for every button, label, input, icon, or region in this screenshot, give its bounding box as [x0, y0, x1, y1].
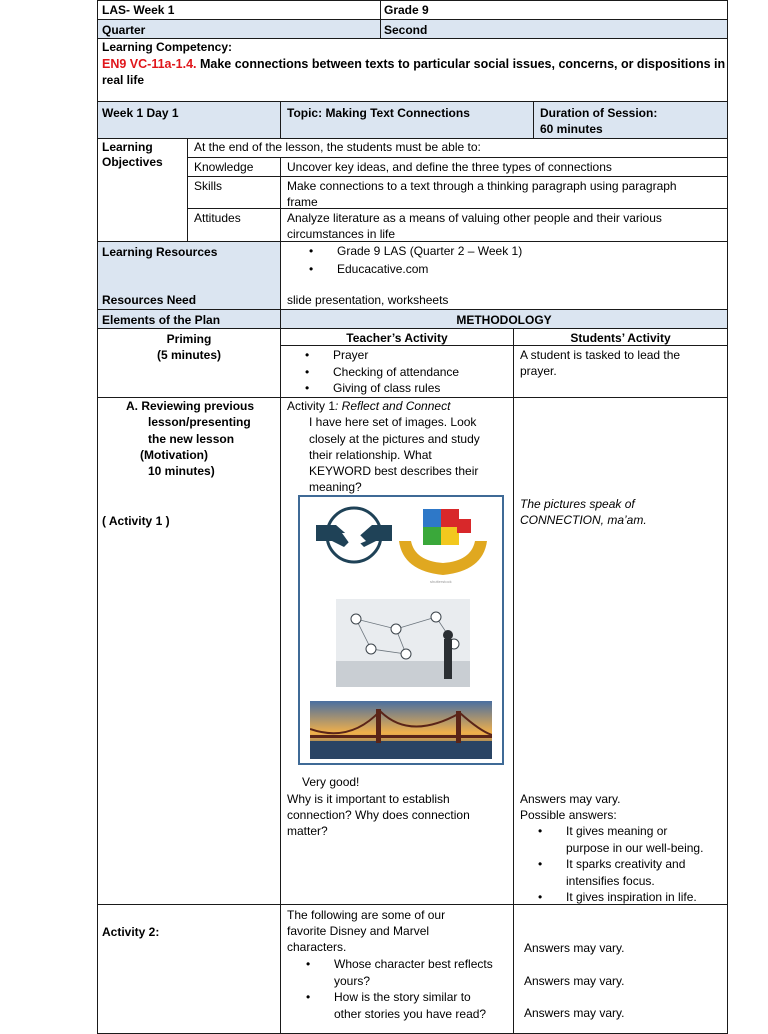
activity2-intro: favorite Disney and Marvel	[287, 924, 430, 938]
topic-text: Topic: Making Text Connections	[287, 106, 470, 120]
activity1-line: closely at the pictures and study	[309, 432, 480, 446]
network-people-icon	[336, 599, 470, 687]
resources-list	[337, 243, 522, 277]
activity2-questions	[334, 956, 493, 1022]
priming-item: • Prayer	[333, 347, 459, 364]
elements-label: Elements of the Plan	[102, 313, 221, 327]
resource-item: • Grade 9 LAS (Quarter 2 – Week 1)	[337, 243, 522, 260]
resources-need-label: Resources Need	[102, 293, 197, 307]
review-label-4: (Motivation)	[140, 448, 208, 462]
objective-attitudes: Attitudes	[194, 211, 241, 225]
priming-student-2: prayer.	[520, 364, 557, 378]
question-line: Why is it important to establish	[287, 792, 450, 806]
priming-time: (5 minutes)	[156, 348, 221, 362]
quarter-label: Quarter	[102, 23, 146, 37]
activity1-student-answer-2: CONNECTION, ma’am.	[520, 513, 647, 527]
activity2-intro: characters.	[287, 940, 347, 954]
activity2-intro: The following are some of our	[287, 908, 446, 922]
priming-item: • Giving of class rules	[333, 380, 459, 397]
review-label-3: the new lesson	[148, 432, 235, 446]
watermark: shutterstock	[430, 579, 452, 584]
objectives-label-2: Objectives	[102, 155, 163, 169]
quarter-value: Second	[384, 23, 428, 37]
activity1-label: ( Activity 1 )	[102, 514, 170, 528]
competency-line1: Make connections between texts to particular social issues, concerns, or dispositions in	[199, 57, 726, 71]
possible-answer-cont: intensifies focus.	[566, 873, 655, 888]
activity1-line: KEYWORD best describes their	[309, 464, 479, 478]
activity1-line: meaning?	[309, 480, 362, 494]
question-line: matter?	[287, 824, 328, 838]
cell-grade	[380, 0, 728, 20]
review-label-1: A. Reviewing previous	[126, 399, 255, 413]
objectives-label-1: Learning	[102, 140, 153, 154]
methodology-label: METHODOLOGY	[456, 313, 552, 327]
possible-answer	[566, 889, 703, 906]
competency-text	[102, 56, 725, 72]
possible-answers: Possible answers:	[520, 808, 617, 822]
very-good: Very good!	[302, 775, 360, 789]
resources-label: Learning Resources	[102, 245, 218, 259]
activity1-line: their relationship. What	[309, 448, 432, 462]
duration-value: 60 minutes	[540, 122, 603, 136]
resource-item: • Educacative.com	[337, 261, 522, 278]
activity1-line: I have here set of images. Look	[309, 415, 477, 429]
duration-label: Duration of Session:	[540, 106, 658, 120]
grade-label: Grade 9	[384, 3, 429, 17]
competency-code: EN9 VC-11a-1.4.	[102, 57, 197, 71]
objective-skills-text2: frame	[287, 195, 318, 209]
activity2-question-cont: other stories you have read?	[334, 1006, 487, 1021]
objectives-intro: At the end of the lesson, the students must be able to:	[194, 140, 481, 154]
objective-skills: Skills	[194, 179, 223, 193]
handshake-icon	[314, 505, 394, 565]
priming-teacher-list	[333, 347, 459, 397]
activity1-title	[287, 398, 450, 414]
competency-label: Learning Competency:	[102, 40, 233, 54]
activity2-label: Activity 2:	[102, 925, 160, 939]
competency-line2: real life	[102, 73, 145, 87]
priming-student-1: A student is tasked to lead the	[520, 348, 681, 362]
objective-knowledge: Knowledge	[194, 160, 254, 174]
connection-images-frame	[298, 495, 504, 765]
priming-label: Priming	[166, 332, 212, 346]
objective-attitudes-text1: Analyze literature as a means of valuing other people and their various	[287, 211, 662, 225]
possible-answer-cont: purpose in our well-being.	[566, 840, 704, 855]
topic	[287, 105, 470, 121]
question-line: connection? Why does connection	[287, 808, 470, 822]
activity2-answer: Answers may vary.	[524, 941, 625, 955]
possible-answers-list	[566, 823, 703, 906]
possible-answer	[566, 823, 703, 840]
answers-vary: Answers may vary.	[520, 792, 621, 806]
activity1-title-italic: : Reflect and Connect	[335, 399, 451, 413]
student-activity-heading: Students’ Activity	[570, 331, 671, 345]
objective-skills-text1: Make connections to a text through a thinking paragraph using paragraph	[287, 179, 677, 193]
activity1-title-prefix: Activity 1	[287, 399, 336, 413]
activity2-answer: Answers may vary.	[524, 1006, 625, 1020]
possible-answer-3a: It gives inspiration in life.	[566, 890, 697, 904]
possible-answer	[566, 856, 703, 873]
review-label-2: lesson/presenting	[148, 415, 251, 429]
teacher-activity-heading: Teacher’s Activity	[346, 331, 448, 345]
objective-knowledge-text: Uncover key ideas, and define the three types of connections	[287, 160, 612, 174]
activity2-question: • How is the story similar to	[334, 989, 493, 1006]
activity2-question-cont: yours?	[334, 973, 371, 988]
review-label-5: 10 minutes)	[148, 464, 215, 478]
cell-second	[380, 19, 728, 39]
activity2-answer: Answers may vary.	[524, 974, 625, 988]
possible-answer-2a: It sparks creativity and	[566, 857, 686, 871]
activity2-question: • Whose character best reflects	[334, 956, 493, 973]
puzzle-hands-icon	[395, 501, 491, 581]
bridge-sunset-image	[310, 701, 492, 759]
las-week-label: LAS- Week 1	[102, 3, 175, 17]
objective-attitudes-text2: circumstances in life	[287, 227, 396, 241]
priming-item: • Checking of attendance	[333, 364, 459, 381]
week-day: Week 1 Day 1	[102, 106, 179, 120]
possible-answer-1a: It gives meaning or	[566, 824, 668, 838]
activity1-student-answer-1: The pictures speak of	[520, 497, 635, 511]
resources-need-value: slide presentation, worksheets	[287, 293, 449, 307]
